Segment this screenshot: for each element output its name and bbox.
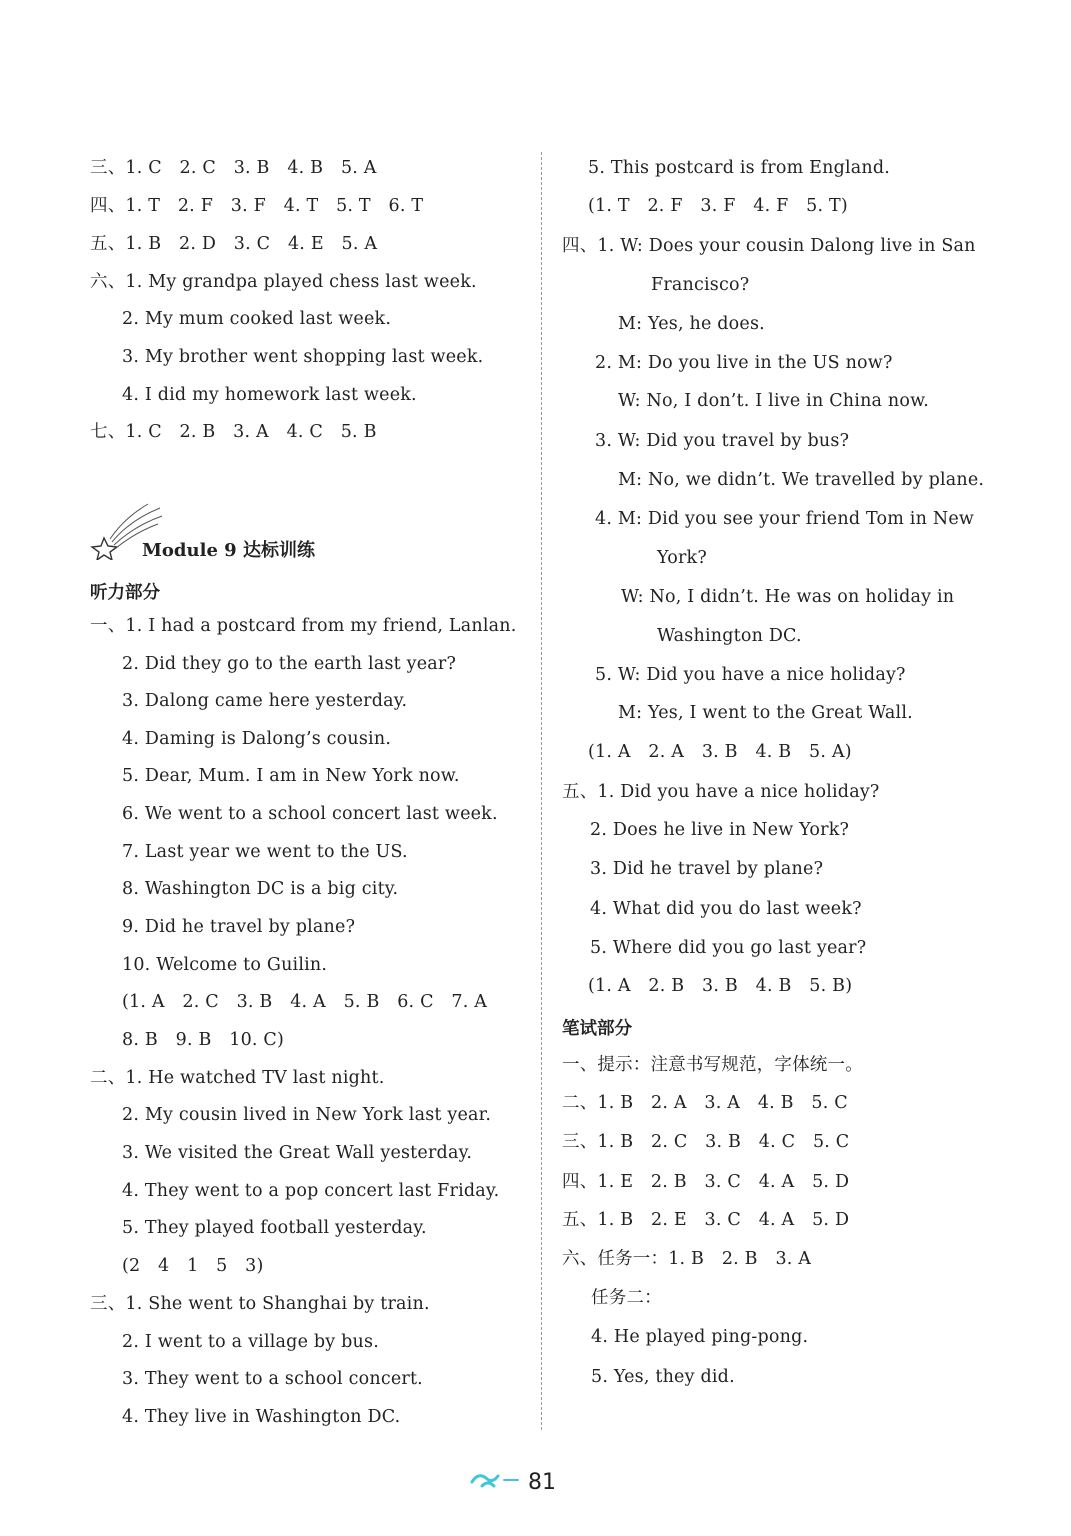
answer-line: 5. Where did you go last year? <box>590 938 867 958</box>
answer-line: 5. W: Did you have a nice holiday? <box>595 665 906 685</box>
answer-line: 三、1. C 2. C 3. B 4. B 5. A <box>90 158 377 178</box>
answer-line: 四、1. T 2. F 3. F 4. T 5. T 6. T <box>90 196 424 216</box>
answer-line: 一、1. I had a postcard from my friend, Lanlan. <box>90 616 517 636</box>
answer-line: (1. A 2. A 3. B 4. B 5. A) <box>588 742 852 762</box>
answer-line: 5. Yes, they did. <box>591 1367 735 1387</box>
answer-line: 4. What did you do last week? <box>590 899 862 919</box>
answer-line: 10. Welcome to Guilin. <box>122 955 328 975</box>
answer-line: 四、1. E 2. B 3. C 4. A 5. D <box>562 1172 850 1192</box>
answer-line: 3. They went to a school concert. <box>122 1369 423 1389</box>
answer-line: 5. Dear, Mum. I am in New York now. <box>122 766 460 786</box>
answer-line: 四、1. W: Does your cousin Dalong live in San <box>562 236 976 256</box>
answer-line: 二、1. B 2. A 3. A 4. B 5. C <box>562 1093 848 1113</box>
answer-line: 8. B 9. B 10. C) <box>122 1030 285 1050</box>
footer-swirl-icon <box>468 1468 522 1492</box>
answer-line: (1. T 2. F 3. F 4. F 5. T) <box>588 196 848 216</box>
answer-line: Washington DC. <box>657 626 802 646</box>
answer-line: 4. He played ping-pong. <box>591 1327 809 1347</box>
section-label-written: 笔试部分 <box>562 1019 632 1039</box>
answer-line: York? <box>657 548 707 568</box>
column-divider <box>541 152 542 1430</box>
answer-line: M: Yes, I went to the Great Wall. <box>618 703 913 723</box>
answer-line: 2. Did they go to the earth last year? <box>122 654 457 674</box>
section-label-listening: 听力部分 <box>90 583 160 603</box>
answer-line: 五、1. B 2. E 3. C 4. A 5. D <box>562 1210 850 1230</box>
answer-line: 2. M: Do you live in the US now? <box>595 353 893 373</box>
answer-line: 2. I went to a village by bus. <box>122 1332 379 1352</box>
answer-line: 9. Did he travel by plane? <box>122 917 356 937</box>
answer-line: 7. Last year we went to the US. <box>122 842 408 862</box>
answer-line: 2. My cousin lived in New York last year. <box>122 1105 492 1125</box>
answer-line: 任务二： <box>591 1288 662 1308</box>
answer-line: 七、1. C 2. B 3. A 4. C 5. B <box>90 422 377 442</box>
answer-line: 3. W: Did you travel by bus? <box>595 431 850 451</box>
answer-line: 五、1. B 2. D 3. C 4. E 5. A <box>90 234 378 254</box>
answer-line: 3. We visited the Great Wall yesterday. <box>122 1143 473 1163</box>
answer-line: 3. Dalong came here yesterday. <box>122 691 408 711</box>
answer-line: 3. Did he travel by plane? <box>590 859 824 879</box>
module-heading <box>90 500 390 560</box>
answer-line: 4. M: Did you see your friend Tom in New <box>595 509 975 529</box>
answer-line: (1. A 2. B 3. B 4. B 5. B) <box>588 976 853 996</box>
answer-line: 六、1. My grandpa played chess last week. <box>90 272 477 292</box>
answer-line: 六、任务一：1. B 2. B 3. A <box>562 1249 812 1269</box>
answer-line: M: Yes, he does. <box>618 314 765 334</box>
answer-line: 8. Washington DC is a big city. <box>122 879 399 899</box>
answer-line: 3. My brother went shopping last week. <box>122 347 484 367</box>
answer-line: 5. This postcard is from England. <box>588 158 891 178</box>
answer-line: 4. They live in Washington DC. <box>122 1407 401 1427</box>
answer-line: 五、1. Did you have a nice holiday? <box>562 782 880 802</box>
answer-line: (2 4 1 5 3) <box>122 1256 264 1276</box>
answer-line: 2. My mum cooked last week. <box>122 309 392 329</box>
page-number: 81 <box>528 1470 556 1495</box>
answer-line: (1. A 2. C 3. B 4. A 5. B 6. C 7. A <box>122 992 488 1012</box>
answer-line: 二、1. He watched TV last night. <box>90 1068 385 1088</box>
answer-line: M: No, we didn’t. We travelled by plane. <box>618 470 985 490</box>
answer-line: 三、1. B 2. C 3. B 4. C 5. C <box>562 1132 850 1152</box>
answer-line: 三、1. She went to Shanghai by train. <box>90 1294 430 1314</box>
answer-line: 6. We went to a school concert last week. <box>122 804 498 824</box>
answer-line: W: No, I didn’t. He was on holiday in <box>621 587 955 607</box>
answer-line: 5. They played football yesterday. <box>122 1218 427 1238</box>
answer-line: W: No, I don’t. I live in China now. <box>618 391 930 411</box>
answer-line: 4. Daming is Dalong’s cousin. <box>122 729 392 749</box>
answer-line: 4. They went to a pop concert last Friday. <box>122 1181 500 1201</box>
answer-line: Francisco? <box>651 275 750 295</box>
answer-line: 一、提示：注意书写规范，字体统一。 <box>562 1055 863 1075</box>
answer-line: 2. Does he live in New York? <box>590 820 850 840</box>
answer-line: 4. I did my homework last week. <box>122 385 417 405</box>
module-title: Module 9 达标训练 <box>142 540 315 561</box>
